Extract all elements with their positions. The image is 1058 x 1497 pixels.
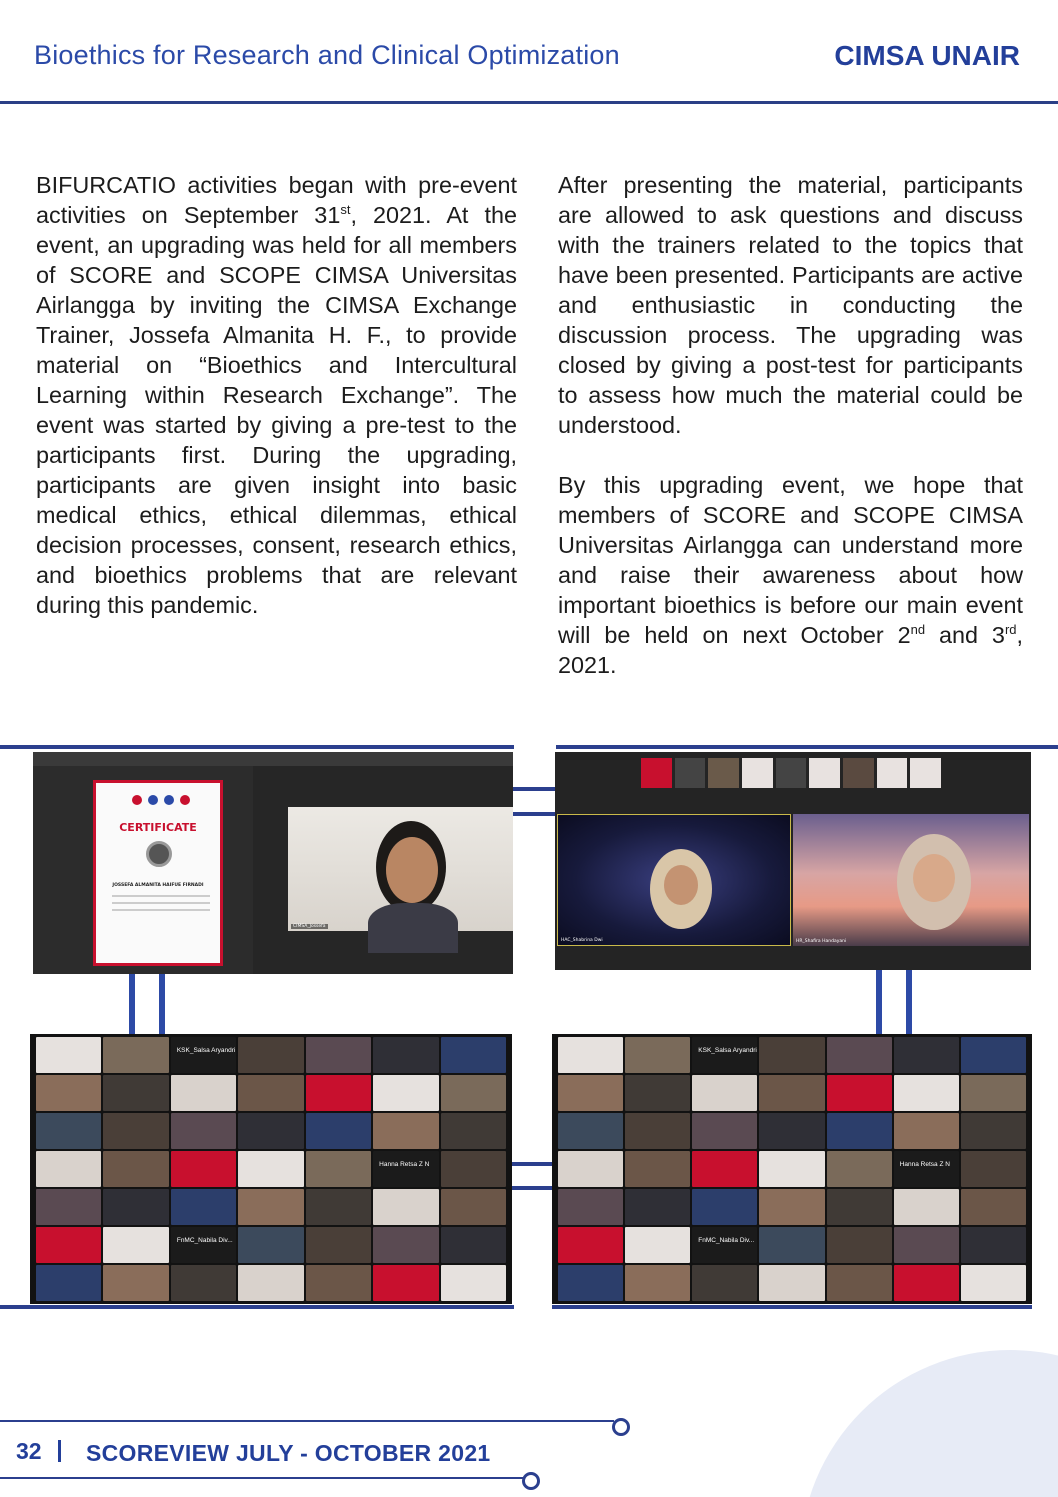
participant-tile <box>759 1037 824 1073</box>
participant-tile <box>894 1227 959 1263</box>
frame-line <box>0 745 514 749</box>
participant-tile <box>103 1113 168 1149</box>
article-column-left <box>36 170 517 620</box>
connector-line <box>906 970 912 1034</box>
text-run: and 3 <box>925 622 1005 648</box>
participant-tile <box>441 1189 506 1225</box>
participant-tile <box>759 1151 824 1187</box>
zoom-gallery-view-right <box>552 1034 1032 1304</box>
superscript: rd <box>1004 622 1017 638</box>
participant-tile <box>827 1189 892 1225</box>
participant-tile <box>759 1113 824 1149</box>
paragraph <box>558 470 1023 680</box>
zoom-gallery-view-left <box>30 1034 512 1304</box>
certificate-image <box>93 780 223 966</box>
participant-tile <box>171 1227 236 1263</box>
participant-tile <box>238 1189 303 1225</box>
participant-tile <box>759 1189 824 1225</box>
footer-circle-icon <box>522 1472 540 1490</box>
participant-tile <box>558 1037 623 1073</box>
participant-name-label: HR_Shafira Handayani <box>796 939 847 944</box>
participant-tile <box>827 1075 892 1111</box>
participant-tile <box>171 1265 236 1301</box>
participant-tile <box>894 1113 959 1149</box>
participant-tile <box>306 1265 371 1301</box>
participant-tile <box>36 1189 101 1225</box>
participant-tile <box>759 1227 824 1263</box>
participant-tile <box>692 1189 757 1225</box>
header-divider <box>0 101 1058 104</box>
participant-video-left <box>557 814 791 946</box>
participant-tile <box>238 1265 303 1301</box>
participant-tile <box>441 1113 506 1149</box>
participant-thumbnail-strip <box>641 758 941 788</box>
participant-tile <box>36 1113 101 1149</box>
participant-tile <box>827 1037 892 1073</box>
participant-tile <box>558 1265 623 1301</box>
participant-tile <box>961 1075 1026 1111</box>
participant-tile <box>306 1075 371 1111</box>
certificate-text-lines <box>112 895 210 916</box>
participant-tile <box>692 1227 757 1263</box>
participant-tile <box>558 1113 623 1149</box>
speaker-shoulders <box>368 903 458 953</box>
participant-tile <box>625 1113 690 1149</box>
screenshot-certificate-presentation <box>33 752 513 974</box>
frame-line <box>552 1305 1032 1309</box>
participant-name: KSK_Salsa Aryandri <box>698 1047 757 1054</box>
participant-tile <box>961 1227 1026 1263</box>
participant-tile <box>238 1037 303 1073</box>
footer-separator <box>58 1440 61 1462</box>
participant-tile <box>373 1265 438 1301</box>
running-header-title: Bioethics for Research and Clinical Optimization <box>34 40 620 70</box>
participant-tile <box>441 1151 506 1187</box>
participant-tile <box>625 1227 690 1263</box>
participant-tile <box>558 1075 623 1111</box>
certificate-title: CERTIFICATE <box>119 821 197 834</box>
viewer-toolbar <box>33 752 513 766</box>
screenshot-discussion-video <box>555 752 1031 970</box>
participant-tile <box>373 1075 438 1111</box>
speaker-face <box>386 837 438 903</box>
participant-tile <box>306 1037 371 1073</box>
participant-name-label: HAC_Shabrina Dwi <box>561 938 603 943</box>
participant-tile <box>306 1189 371 1225</box>
page-number: 32 <box>16 1438 42 1464</box>
text-run: , 2021. <box>558 622 1023 678</box>
participant-tile <box>36 1037 101 1073</box>
participant-tile <box>558 1227 623 1263</box>
participant-tile <box>961 1265 1026 1301</box>
connector-line <box>876 970 882 1034</box>
participant-tile <box>171 1037 236 1073</box>
participant-name: Hanna Retsa Z N <box>899 1161 950 1168</box>
participant-tile <box>961 1113 1026 1149</box>
frame-line <box>556 745 1058 749</box>
participant-tile <box>238 1151 303 1187</box>
participant-tile <box>373 1227 438 1263</box>
participant-tile <box>558 1151 623 1187</box>
participant-tile <box>894 1037 959 1073</box>
connector-line <box>513 812 557 816</box>
participant-tile <box>961 1037 1026 1073</box>
participant-tile <box>894 1189 959 1225</box>
participant-tile <box>692 1151 757 1187</box>
participant-tile <box>441 1075 506 1111</box>
participant-tile <box>894 1075 959 1111</box>
participant-tile <box>373 1189 438 1225</box>
text-run: BIFURCATIO activities began with pre-event activities on September 31 <box>36 172 517 228</box>
medal-icon <box>146 841 172 867</box>
participant-tile <box>36 1227 101 1263</box>
participant-tile <box>759 1265 824 1301</box>
frame-line <box>0 1305 514 1309</box>
participant-tile <box>103 1265 168 1301</box>
participant-face <box>913 854 955 902</box>
footer-circle-icon <box>612 1418 630 1436</box>
participant-tile <box>171 1151 236 1187</box>
participant-tile <box>306 1113 371 1149</box>
text-run: By this upgrading event, we hope that members of SCORE and SCOPE CIMSA Universitas Airlangga can understand more and raise their awareness about how important bioethics is before our main event will be held on next October 2 <box>558 472 1023 648</box>
speaker-video <box>288 807 513 931</box>
participant-tile <box>827 1151 892 1187</box>
participant-tile <box>827 1265 892 1301</box>
participant-tile <box>692 1037 757 1073</box>
participant-tile <box>692 1265 757 1301</box>
participant-tile <box>827 1113 892 1149</box>
participant-name: FnMC_Nabila Div... <box>698 1237 755 1244</box>
paragraph <box>36 170 517 620</box>
connector-line <box>512 1162 554 1166</box>
certificate-logos <box>104 795 218 805</box>
participant-tile <box>894 1151 959 1187</box>
paragraph: After presenting the material, participants are allowed to ask questions and discuss with the trainers related to the topics that have been presented. Participants are active and enthusiastic in conducting the discussion process. The upgrading was closed by giving a post-test for participants to assess how much the material could be understood. <box>558 172 1023 438</box>
participant-tile <box>827 1227 892 1263</box>
running-header-org: CIMSA UNAIR <box>834 40 1020 71</box>
participant-tile <box>558 1189 623 1225</box>
participant-tile <box>306 1227 371 1263</box>
participant-tile <box>103 1189 168 1225</box>
footer-line <box>0 1477 524 1479</box>
participant-tile <box>373 1113 438 1149</box>
participant-name: KSK_Salsa Aryandri <box>176 1047 236 1054</box>
participant-tile <box>238 1075 303 1111</box>
participant-tile <box>759 1075 824 1111</box>
participant-video-right <box>793 814 1029 946</box>
participant-tile <box>238 1113 303 1149</box>
participant-tile <box>238 1227 303 1263</box>
participant-tile <box>961 1189 1026 1225</box>
participant-name: Hanna Retsa Z N <box>379 1161 430 1168</box>
participant-tile <box>692 1113 757 1149</box>
participant-tile <box>373 1151 438 1187</box>
participant-tile <box>625 1151 690 1187</box>
participant-tile <box>625 1075 690 1111</box>
participant-tile <box>103 1075 168 1111</box>
participant-tile <box>306 1151 371 1187</box>
participant-tile <box>36 1075 101 1111</box>
participant-tile <box>103 1227 168 1263</box>
participant-tile <box>625 1265 690 1301</box>
connector-line <box>129 974 135 1034</box>
text-run: , 2021. At the event, an upgrading was held for all members of SCORE and SCOPE CIMSA Universitas Airlangga by inviting the CIMSA Exchange Trainer, Jossefa Almanita H. F., to provide material on “Bioethics and Intercultural Learning within Research Exchange”. The event was started by giving a pre-test to the participants first. During the upgrading, participants are given insight into basic medical ethics, ethical dilemmas, ethical decision processes, consent, research ethics, and bioethics problems that are relevant during this pandemic. <box>36 202 517 618</box>
article-column-right <box>558 170 1023 680</box>
participant-tile <box>171 1075 236 1111</box>
participant-tile <box>894 1265 959 1301</box>
superscript: st <box>340 202 351 218</box>
participant-tile <box>441 1227 506 1263</box>
certificate-name: JOSSEFA ALMANITA HAIFUE FIRNADI <box>112 883 204 888</box>
superscript: nd <box>910 622 926 638</box>
speaker-name-label: CIMSA_Jossefa <box>293 924 326 929</box>
footer-line <box>0 1420 614 1422</box>
participant-tile <box>441 1265 506 1301</box>
participant-tile <box>103 1037 168 1073</box>
connector-line <box>513 787 557 791</box>
participant-tile <box>36 1265 101 1301</box>
participant-face <box>664 865 698 905</box>
decorative-circle <box>800 1350 1058 1497</box>
participant-tile <box>625 1189 690 1225</box>
participant-tile <box>171 1189 236 1225</box>
participant-tile <box>625 1037 690 1073</box>
participant-tile <box>36 1151 101 1187</box>
participant-tile <box>692 1075 757 1111</box>
participant-tile <box>961 1151 1026 1187</box>
connector-line <box>159 974 165 1034</box>
participant-tile <box>103 1151 168 1187</box>
participant-tile <box>441 1037 506 1073</box>
magazine-issue: SCOREVIEW JULY - OCTOBER 2021 <box>86 1440 491 1466</box>
participant-name: FnMC_Nabila Div... <box>176 1237 233 1244</box>
participant-tile <box>373 1037 438 1073</box>
participant-tile <box>171 1113 236 1149</box>
connector-line <box>512 1186 554 1190</box>
